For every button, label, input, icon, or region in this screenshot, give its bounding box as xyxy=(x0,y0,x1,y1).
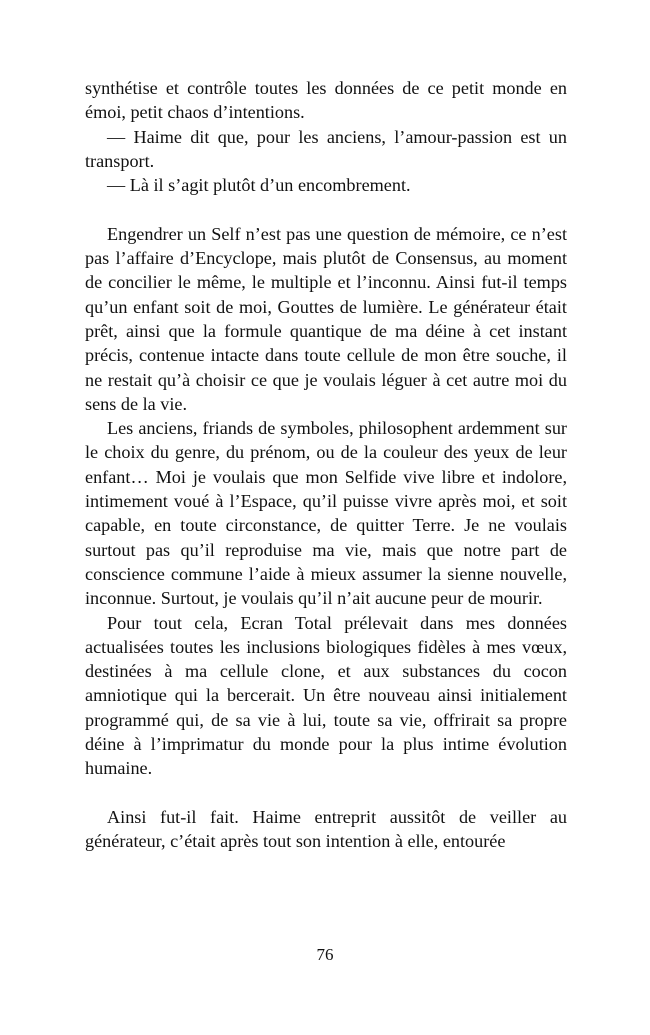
paragraph-6: Pour tout cela, Ecran Total prélevait dans mes données actualisées toutes les inclusions biologiques fidèles à mes vœux, destinées à ma cellule clone, et aux substances du cocon amniotique qui la bercerait. Un être nouveau ainsi initialement programmé qui, de sa vie à lui, toute sa vie, offrirait sa propre déine à l’imprimatur du monde pour la plus intime évolution humaine. xyxy=(85,612,567,779)
paragraph-1: synthétise et contrôle toutes les données de ce petit monde en émoi, petit chaos d’intentions. xyxy=(85,78,567,123)
paragraph-7: Ainsi fut-il fait. Haime entreprit aussitôt de veiller au générateur, c’était après tout son intention à elle, entourée xyxy=(85,806,567,852)
paragraph-3-dialogue: — Là il s’agit plutôt d’un encombrement. xyxy=(107,175,411,196)
paragraph-4: Engendrer un Self n’est pas une question de mémoire, ce n’est pas l’affaire d’Encyclope, mais plutôt de Consensus, au moment de concilier le même, le multiple et l’inconnu. Ainsi fut-il temps qu’un enfant soit de moi, Gouttes de lumière. Le générateur était prêt, ainsi que la formule quantique de ma déine à cet instant précis, contenue intacte dans toute cellule de mon être souche, il ne restait qu’à choisir ce que je voulais léguer à cet autre moi du sens de la vie. xyxy=(85,223,567,414)
page-body xyxy=(85,76,567,854)
page-number: 76 xyxy=(316,945,334,964)
paragraph-5: Les anciens, friands de symboles, philosophent ardemment sur le choix du genre, du prénom, ou de la couleur des yeux de leur enfant… Moi je voulais que mon Selfide vive libre et indolore, intimement voué à l’Espace, qu’il puisse vivre après moi, et soit capable, en toute circonstance, de quitter Terre. Je ne voulais surtout pas qu’il reproduise ma vie, mais que notre part de conscience commune l’aide à mieux assumer la sienne nouvelle, inconnue. Surtout, je voulais qu’il n’ait aucune peur de mourir. xyxy=(85,418,567,609)
section-break xyxy=(85,781,567,805)
section-break xyxy=(85,197,567,221)
paragraph-2-dialogue: — Haime dit que, pour les anciens, l’amour-passion est un transport. xyxy=(85,126,567,171)
